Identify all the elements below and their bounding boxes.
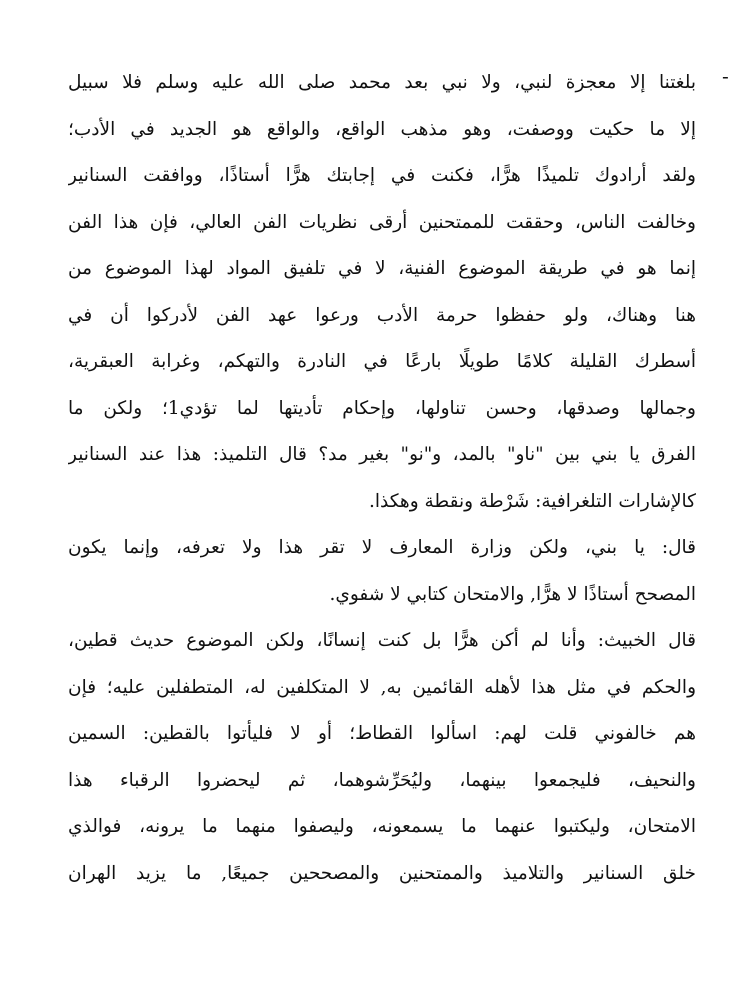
- text-line: الفرق يا بني بين "ناو" بالمد، و"نو" بغير مد؟ قال التلميذ: هذا عند السنانير: [68, 444, 696, 465]
- paragraph-end-line: كالإشارات التلغرافية: شَرْطة ونقطة وهكذا.: [368, 490, 696, 512]
- text-line: بلغتنا إلا معجزة لنبي، ولا نبي بعد محمد صلى الله عليه وسلم فلا سبيل: [68, 72, 696, 93]
- text-line: الامتحان، وليكتبوا عنهما ما يسمعونه، وليصفوا منهما ما يرونه، فوالذي: [68, 816, 696, 837]
- text-line: هنا وهناك، ولو حفظوا حرمة الأدب ورعوا عهد الفن لأدركوا أن في: [68, 304, 696, 326]
- text-line: وجمالها وصدقها، وحسن تناولها، وإحكام تأديتها لما تؤدي1؛ ولكن ما: [68, 397, 696, 419]
- text-line: إنما هو في طريقة الموضوع الفنية، لا في تلفيق المواد لهذا الموضوع من: [68, 258, 696, 279]
- text-line: والحكم في مثل هذا لأهله القائمين به, لا المتكلفين له، المتطفلين عليه؛ فإن: [68, 676, 696, 698]
- list-bullet: -: [722, 64, 729, 88]
- text-line: قال الخبيث: وأنا لم أكن هرًّا بل كنت إنسانًا، ولكن الموضوع حديث قطين،: [68, 630, 696, 651]
- text-line: ولقد أرادوك تلميذًا هرًّا، فكنت في إجابتك هرًّا أستاذًا، ووافقت السنانير: [68, 165, 696, 186]
- text-line: خلق السنانير والتلاميذ والممتحنين والمصححين جميعًا, ما يزيد الهران: [68, 862, 696, 884]
- text-line: إلا ما حكيت ووصفت، وهو مذهب الواقع، والواقع هو الجديد في الأدب؛: [68, 118, 696, 140]
- text-line: أسطرك القليلة كلامًا طويلًا بارعًا في النادرة والتهكم، وغرابة العبقرية،: [68, 351, 696, 372]
- body-text: [68, 60, 696, 897]
- paragraph-end-line: المصحح أستاذًا لا هرًّا, والامتحان كتابي لا شفوي.: [329, 583, 696, 605]
- text-line: هم خالفوني قلت لهم: اسألوا القطاط؛ أو لا فليأتوا بالقطين: السمين: [68, 723, 696, 744]
- text-line: قال: يا بني، ولكن وزارة المعارف لا تقر هذا ولا تعرفه، وإنما يكون: [68, 537, 696, 558]
- text-line: وخالفت الناس، وحققت للممتحنين أرقى نظريات الفن العالي، فإن هذا الفن: [68, 211, 696, 233]
- text-line: والنحيف، فليجمعوا بينهما، وليُحَرِّشوهما، ثم ليحضروا الرقباء هذا: [68, 769, 696, 791]
